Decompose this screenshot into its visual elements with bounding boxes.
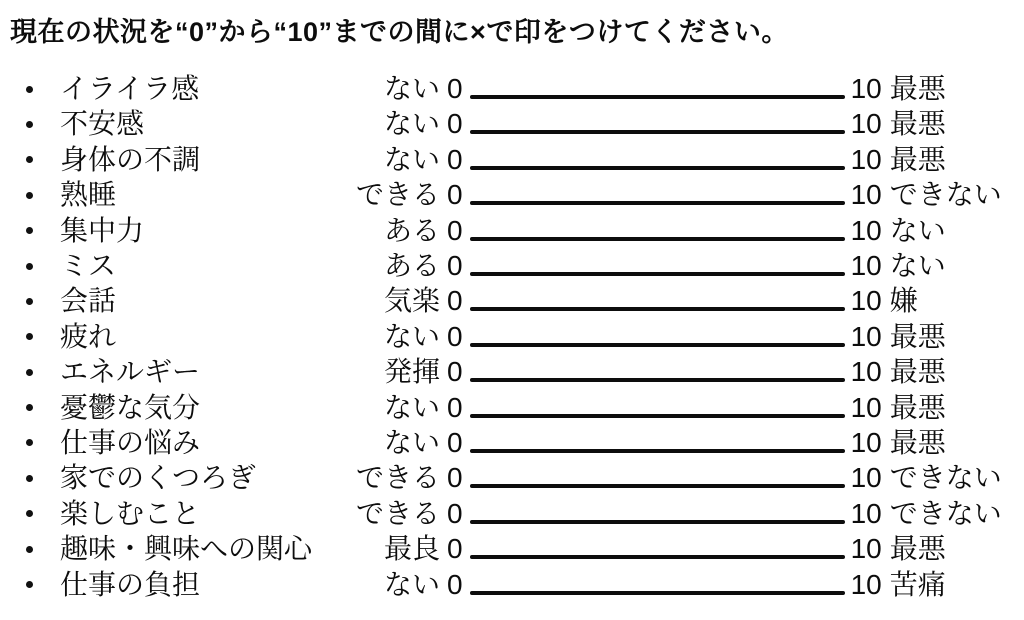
anchor-right-label: 嫌: [889, 285, 918, 317]
bullet-icon: [26, 439, 60, 446]
scale-line[interactable]: [470, 166, 845, 170]
scale-max-value: 10: [850, 391, 882, 423]
item-label: 身体の不調: [60, 143, 201, 175]
scale-min-value: 0: [447, 568, 463, 600]
scale-row: [10, 71, 1006, 106]
item-label: イライラ感: [60, 73, 200, 105]
anchor-left-label: ある: [383, 214, 440, 246]
scale-row: [10, 107, 1006, 142]
scale-row: [10, 319, 1006, 354]
scale-min-value: 0: [447, 356, 463, 388]
scale-line[interactable]: [470, 130, 845, 134]
anchor-left-label: できる: [355, 462, 440, 494]
anchor-right-label: 最悪: [889, 533, 946, 565]
anchor-left-label: できる: [355, 497, 440, 529]
item-label: 会話: [60, 285, 117, 317]
bullet-icon: [26, 581, 60, 588]
item-label: 仕事の悩み: [60, 426, 201, 458]
bullet-icon: [26, 369, 60, 376]
scale-min-value: 0: [447, 143, 463, 175]
scale-line[interactable]: [470, 484, 845, 488]
item-label: 熟睡: [60, 179, 117, 211]
anchor-left-label: ある: [383, 250, 440, 282]
scale-max-value: 10: [850, 108, 882, 140]
anchor-left-label: ない: [383, 143, 440, 175]
scale-row: [10, 355, 1006, 390]
scale-row: [10, 461, 1006, 496]
scale-min-value: 0: [447, 214, 463, 246]
scale-max-value: 10: [850, 285, 882, 317]
scale-max-value: 10: [850, 320, 882, 352]
anchor-left-label: ない: [383, 391, 440, 423]
scale-min-value: 0: [447, 108, 463, 140]
scale-line[interactable]: [470, 520, 845, 524]
anchor-left-label: ない: [383, 426, 440, 458]
anchor-right-label: 最悪: [889, 143, 946, 175]
item-label: エネルギー: [60, 356, 201, 388]
scale-line[interactable]: [470, 449, 845, 453]
item-label: 楽しむこと: [60, 497, 201, 529]
scale-min-value: 0: [447, 285, 463, 317]
anchor-left-label: 最良: [383, 533, 440, 565]
scale-row: [10, 142, 1006, 177]
anchor-right-label: 苦痛: [889, 568, 946, 600]
scale-line[interactable]: [470, 555, 845, 559]
bullet-icon: [26, 192, 60, 199]
scale-max-value: 10: [850, 462, 882, 494]
anchor-right-label: 最悪: [889, 108, 946, 140]
scale-line[interactable]: [470, 343, 845, 347]
anchor-right-label: 最悪: [889, 391, 946, 423]
scale-line[interactable]: [470, 237, 845, 241]
scale-line[interactable]: [470, 307, 845, 311]
scale-max-value: 10: [850, 250, 882, 282]
anchor-right-label: 最悪: [889, 356, 946, 388]
bullet-icon: [26, 156, 60, 163]
anchor-left-label: ない: [383, 568, 440, 600]
scale-line[interactable]: [470, 591, 845, 595]
anchor-right-label: ない: [889, 214, 946, 246]
anchor-right-label: 最悪: [889, 73, 946, 105]
anchor-left-label: ない: [383, 73, 440, 105]
bullet-icon: [26, 121, 60, 128]
scale-max-value: 10: [850, 179, 882, 211]
item-label: 憂鬱な気分: [60, 391, 201, 423]
bullet-icon: [26, 475, 60, 482]
bullet-icon: [26, 263, 60, 270]
scale-min-value: 0: [447, 462, 463, 494]
scale-line[interactable]: [470, 201, 845, 205]
bullet-icon: [26, 404, 60, 411]
scale-line[interactable]: [470, 272, 845, 276]
scale-max-value: 10: [850, 533, 882, 565]
scale-max-value: 10: [850, 426, 882, 458]
scale-row: [10, 390, 1006, 425]
scale-row: [10, 284, 1006, 319]
scale-min-value: 0: [447, 426, 463, 458]
scale-min-value: 0: [447, 391, 463, 423]
item-label: 仕事の負担: [60, 568, 201, 600]
scale-max-value: 10: [850, 214, 882, 246]
anchor-left-label: ない: [383, 320, 440, 352]
anchor-left-label: 気楽: [383, 285, 440, 317]
anchor-left-label: ない: [383, 108, 440, 140]
scale-row: [10, 496, 1006, 531]
scale-min-value: 0: [447, 320, 463, 352]
item-label: 疲れ: [60, 320, 117, 352]
item-label: 集中力: [60, 214, 145, 246]
anchor-right-label: 最悪: [889, 320, 946, 352]
anchor-left-label: 発揮: [383, 356, 440, 388]
anchor-right-label: ない: [889, 250, 946, 282]
scale-list: [10, 71, 1006, 602]
scale-row: [10, 567, 1006, 602]
bullet-icon: [26, 86, 60, 93]
bullet-icon: [26, 510, 60, 517]
item-label: 趣味・興味への関心: [60, 533, 313, 565]
anchor-right-label: 最悪: [889, 426, 946, 458]
bullet-icon: [26, 298, 60, 305]
scale-line[interactable]: [470, 95, 845, 99]
scale-max-value: 10: [850, 568, 882, 600]
anchor-right-label: できない: [889, 462, 1002, 494]
scale-min-value: 0: [447, 533, 463, 565]
item-label: 家でのくつろぎ: [60, 462, 257, 494]
bullet-icon: [26, 227, 60, 234]
anchor-right-label: できない: [889, 179, 1002, 211]
scale-min-value: 0: [447, 179, 463, 211]
anchor-right-label: できない: [889, 497, 1002, 529]
scale-max-value: 10: [850, 356, 882, 388]
bullet-icon: [26, 333, 60, 340]
item-label: ミス: [60, 250, 117, 282]
scale-min-value: 0: [447, 497, 463, 529]
bullet-icon: [26, 546, 60, 553]
scale-row: [10, 248, 1006, 283]
anchor-left-label: できる: [355, 179, 440, 211]
scale-max-value: 10: [850, 497, 882, 529]
scale-line[interactable]: [470, 414, 845, 418]
scale-max-value: 10: [850, 73, 882, 105]
scale-row: [10, 213, 1006, 248]
scale-min-value: 0: [447, 250, 463, 282]
scale-min-value: 0: [447, 73, 463, 105]
scale-line[interactable]: [470, 378, 845, 382]
scale-max-value: 10: [850, 143, 882, 175]
scale-row: [10, 531, 1006, 566]
item-label: 不安感: [60, 108, 145, 140]
scale-row: [10, 425, 1006, 460]
page-title: 現在の状況を“0”から“10”までの間に×で印をつけてください。: [10, 17, 789, 47]
scale-row: [10, 178, 1006, 213]
